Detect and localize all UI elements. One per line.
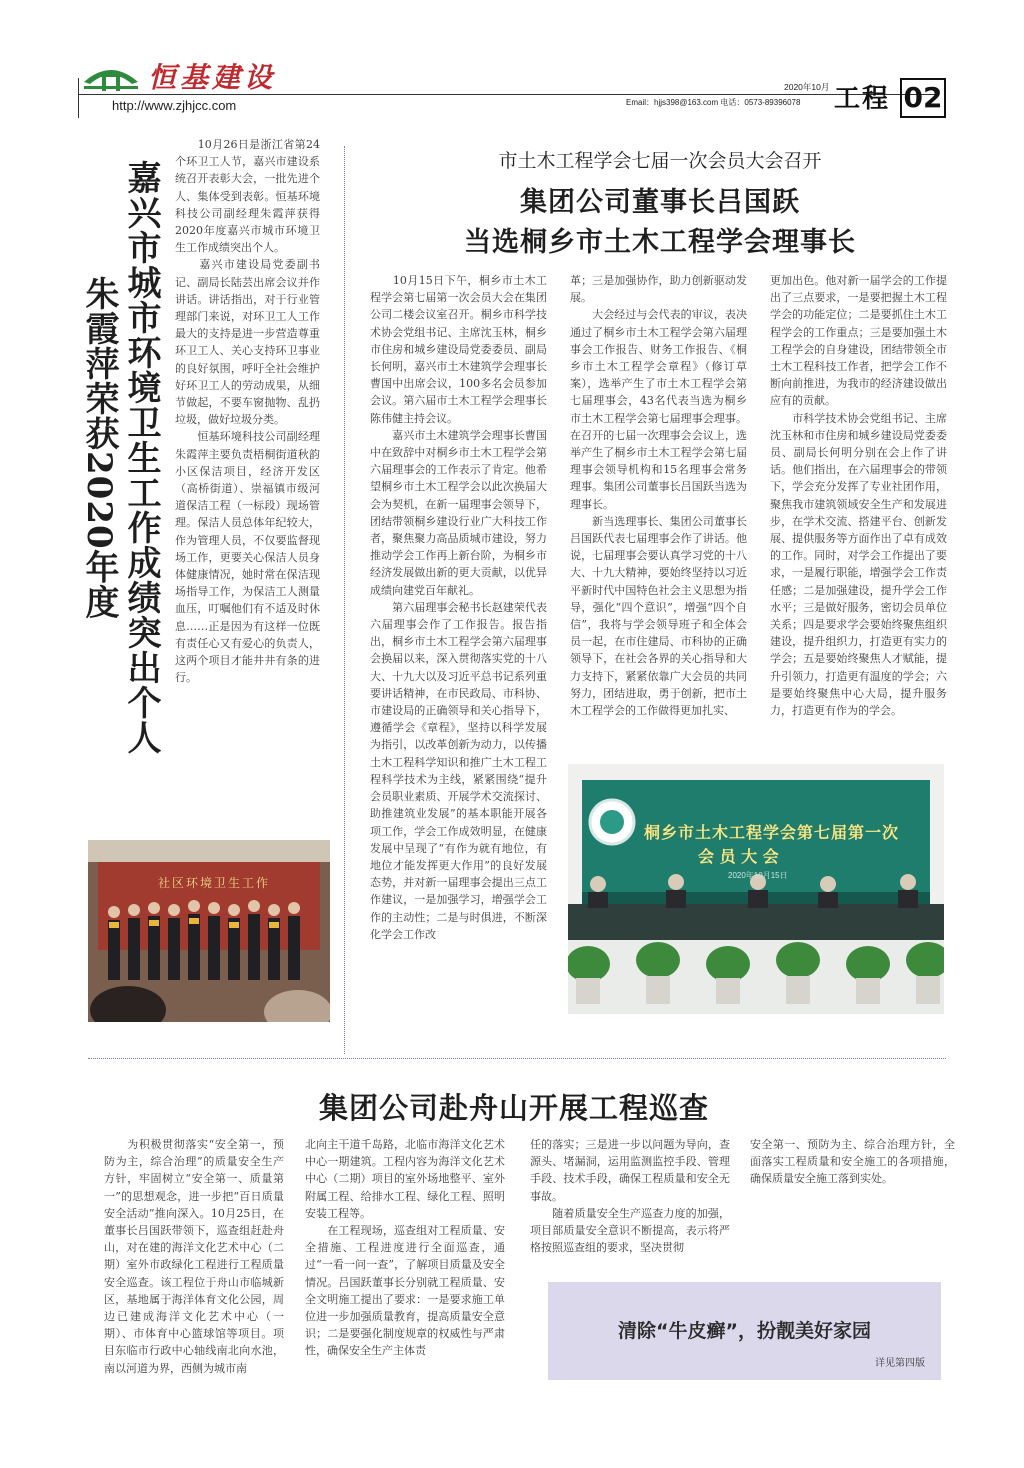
main-article-headline-line1: 集团公司董事长吕国跃 [520, 187, 800, 218]
promo-box-note: 详见第四版 [875, 1358, 925, 1369]
left-article-body: 10月26日是浙江省第24个环卫工人节，嘉兴市建设系统召开表彰大会，一批先进个人、集体受到表彰。恒基环境科技公司副经理朱霞萍获得2020年度嘉兴市城市环境卫生工作成绩突出个人。 嘉兴市建设局党委副书记、副局长陆芸出席会议并作讲话。讲话指出，对于行业管理部门来说，对环卫工人工作最大的支持是进一步营造尊重环卫工人、关心支持环卫事业的良好氛围，呼吁全社会维护好环卫工人的劳动成果，从细节做起，不要车窗抛物、乱扔垃圾，做好垃圾分类。 恒基环境科技公司副经理朱霞萍主要负责梧桐街道秋韵小区保洁项目，经济开发区（高桥街道）、崇福镇市级河道保洁工程（一标段）现场管理。保洁人员总体年纪较大，作为管理人员，不仅要监督现场工作，更要关心保洁人员身体健康情况，她时常在保洁现场指导工作，为保洁工人测量血压，叮嘱他们有不适及时休息……正是因为有这样一位既有责任心又有爱心的负责人，这两个项目才能井井有条的进行。 [175, 138, 320, 685]
award-ceremony-illustration [88, 840, 330, 1022]
logo-icon [82, 62, 140, 94]
award-ceremony-photo [88, 840, 330, 1022]
bottom-article-col-4: 安全第一、预防为主、综合治理方针，全面落实工程质量和安全施工的各项措施，确保质量安全施工落到实处。 [750, 1138, 955, 1186]
main-article-col-1: 10月15日下午，桐乡市土木工程学会第七届第一次会员大会在集团公司二楼会议室召开。桐乡市科学技术协会党组书记、主席沈玉林，桐乡市住房和城乡建设局党委委员、副局长何明，嘉兴市土木建筑学会理事长曹国中出席会议，100多名会员参加会议。第六届市土木工程学会理事长陈伟健主持会议。 嘉兴市土木建筑学会理事长曹国中在致辞中对桐乡市土木工程学会第六届理事会的工作表示了肯定。他希望桐乡市土木工程学会以此次换届大会为契机，在新一届理事会领导下，团结带领桐乡建设行业广大科技工作者，聚焦聚力高品质城市建设，努力推动学会工作再上新台阶，为桐乡市经济发展做出新的更大贡献，以优异成绩向建党百年献礼。 第六届理事会秘书长赵建荣代表六届理事会作了工作报告。报告指出，桐乡市土木工程学会第六届理事会换届以来，深入贯彻落实党的十八大、十九大以及习近平总书记系列重要讲话精神，在市民政局、市科协、市建设局的正确领导和关心指导下，遵循学会《章程》，坚持以科学发展为指引，以改革创新为动力，以传播土木工程科学知识和推广土木工程工程科学技术为主线，紧紧围绕“提升会员职业素质、开展学术交流探讨、助推建筑业发展”的基本职能开展各项工作，学会工作成效明显，在健康发展中呈现了“有作为就有地位，有地位才能发挥更大作用”的良好发展态势，并对新一届理事会提出三点工作建议，一是加强学习，增强学会工作的主动性；二是与时俱进，不断深化学会工作改 [370, 274, 547, 941]
conference-illustration [568, 764, 944, 1014]
column-divider [344, 146, 345, 1054]
section-divider [88, 1058, 946, 1059]
bottom-article-col-3: 任的落实；三是进一步以问题为导向，查源头、堵漏洞，运用监测监控手段、管理手段、技术手段，确保工程质量和安全无事故。 随着质量安全生产巡查力度的加强，项目部质量安全意识不断提高，表示将严格按照巡查组的要求，坚决贯彻 [530, 1138, 730, 1255]
promo-box[interactable] [548, 1282, 941, 1380]
promo-box-text: 清除“牛皮癣”，扮靓美好家园 [618, 1320, 871, 1342]
issue-date: 2020年10月 [784, 82, 830, 92]
main-article-col-3: 更加出色。他对新一届学会的工作提出了三点要求，一是要把握土木工程学会的功能定位；二是要抓住土木工程学会的工作重点；三是要加强土木工程学会的自身建设，团结带领全市土木工程科技工作者，把学会工作不断向前推进，为我市的经济建设做出应有的贡献。 市科学技术协会党组书记、主席沈玉林和市住房和城乡建设局党委委员、副局长何明分别在会上作了讲话。他们指出，在六届理事会的带领下，学会充分发挥了专业社团作用，聚焦我市建筑领域安全生产和发展进步，在学术交流、搭建平台、创新发展、提供服务等方面作出了卓有成效的工作。同时，对学会工作提出了要求，一是履行职能，增强学会工作责任感；二是加强建设，提升学会工作水平；三是做好服务，密切会员单位关系；四是要求学会要始终聚焦组织建设，提升组织力，打造更有实力的学会；五是要始终聚焦人才赋能，提升引领力，打造更有温度的学会；六是要始终聚焦中心大局，提升服务力，打造更有作为的学会。 [770, 274, 947, 718]
main-article-col-2: 革；三是加强协作，助力创新驱动发展。 大会经过与会代表的审议，表决通过了桐乡市土木工程学会第六届理事会工作报告、财务工作报告、《桐乡市土木工程学会章程》（修订草案），选举产生了市土木工程学会第七届理事会，43名代表当选为桐乡市土木工程学会第七届理事会理事。在召开的七届一次理事会会议上，选举产生了桐乡市土木工程学会第七届理事会领导机构和15名理事会常务理事。集团公司董事长吕国跃当选为理事长。 新当选理事长、集团公司董事长吕国跃代表七届理事会作了讲话。他说，七届理事会要认真学习党的十八大、十九大精神，要始终坚持以习近平新时代中国特色社会主义思想为指导，强化“四个意识”，增强“四个自信”，我将与学会领导班子和全体会员一起，在市住建局、市科协的正确领导下，在社会各界的关心指导和大力支持下，紧紧依靠广大会员的共同努力，团结进取，勇于创新，把市土木工程学会的工作做得更加扎实、 [570, 274, 747, 718]
website-url[interactable]: http://www.zjhjcc.com [112, 98, 237, 113]
section-label: 工程 [834, 84, 891, 114]
contact-info: Email：hjjs398@163.com 电话：0573-89396078 [626, 98, 801, 107]
logo-text: 恒基建设 [148, 61, 277, 94]
main-article-headline-line2: 当选桐乡市土木工程学会理事长 [464, 227, 856, 258]
left-article-title-line2: 朱霞萍荣获2020年度 [79, 276, 119, 620]
bottom-article-headline: 集团公司赴舟山开展工程巡查 [318, 1091, 709, 1125]
conference-photo [568, 764, 944, 1014]
bottom-article-col-1: 为积极贯彻落实“安全第一，预防为主，综合治理”的质量安全生产方针，牢固树立“安全第一、质量第一”的思想观念，进一步把“百日质量安全活动”推向深入。10月25日，在董事长吕国跃带领下，巡查组赶赴舟山，对在建的海洋文化艺术中心（二期）室外市政绿化工程进行工程质量安全巡查。该工程位于舟山市临城新区，基地属于海洋体育文化公园，周边已建成海洋文化艺术中心（一期）、市体育中心篮球馆等项目。项目东临市行政中心轴线南北向水池，南以河道为界，西侧为城市南 [104, 1138, 284, 1375]
header-left-rule [78, 78, 79, 118]
page-number: 02 [900, 78, 946, 118]
conference-banner-date: 2020年10月15日 [728, 871, 788, 880]
conference-banner-line2: 会 员 大 会 [698, 847, 779, 866]
masthead [78, 58, 946, 120]
header-rule [78, 94, 938, 95]
main-article-kicker: 市土木工程学会七届一次会员大会召开 [498, 150, 822, 172]
ceremony-banner-text: 社区环境卫生工作 [158, 876, 271, 890]
left-article-title-line1: 嘉兴市城市环境卫生工作成绩突出个人 [121, 160, 161, 755]
conference-banner-line1: 桐乡市土木工程学会第七届第一次 [644, 823, 900, 842]
bottom-article-col-2: 北向主干道千岛路，北临市海洋文化艺术中心一期建筑。工程内容为海洋文化艺术中心（二期）项目的室外场地整平、室外附属工程、给排水工程、绿化工程、照明安装工程等。 在工程现场，巡查组对工程质量、安全措施、工程进度进行全面巡查，通过“一看一问一查”，了解项目质量及安全情况。吕国跃董事长分别就工程质量、安全文明施工提出了要求：一是要求施工单位进一步加强质量教育，提高质量安全意识；二是要强化制度规章的权威性与严肃性，确保安全生产主体责 [305, 1138, 505, 1358]
